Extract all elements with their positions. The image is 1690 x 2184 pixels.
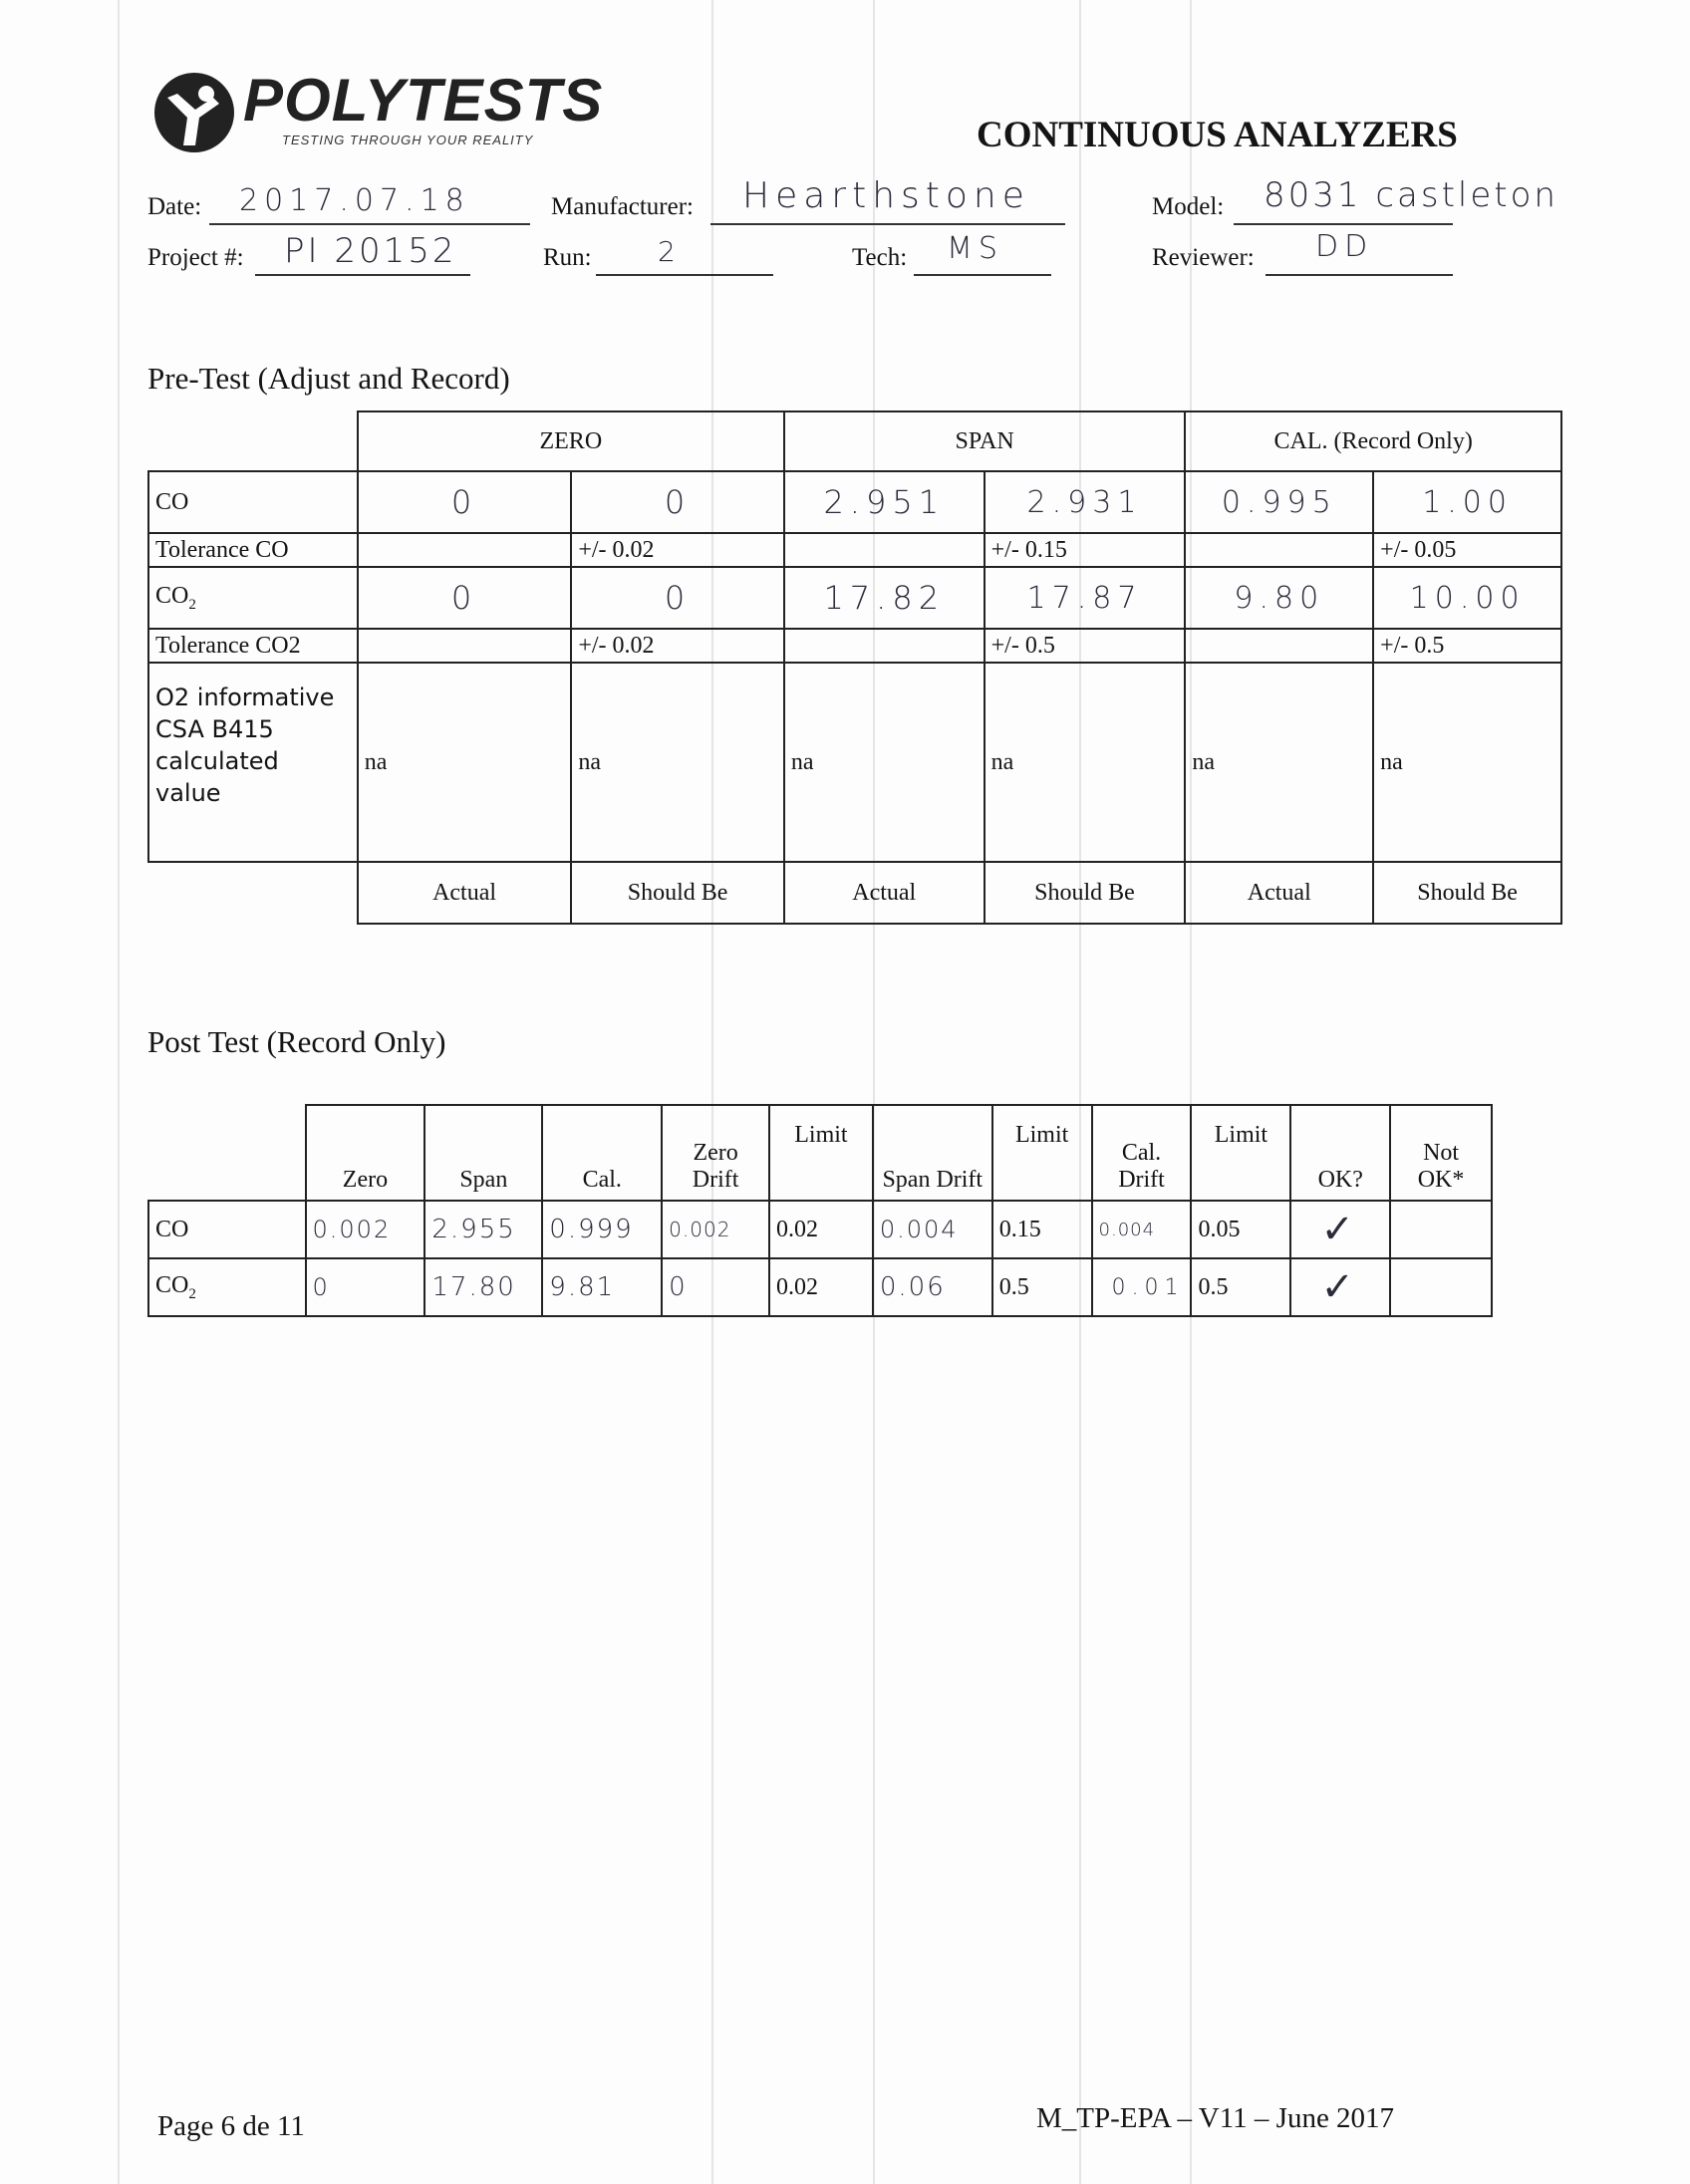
pretest-footer-cell: Actual [1185,862,1373,924]
pretest-cell: 0.995 [1185,471,1373,533]
model-value: 8031 castleton [1264,175,1558,215]
pretest-cell [1185,533,1373,567]
pretest-cell: 9.80 [1185,567,1373,629]
pretest-cell: 17.82 [784,567,985,629]
scan-line [873,0,875,2184]
posttest-cell: 0.06 [873,1258,992,1316]
posttest-header: Zero Drift [662,1105,769,1201]
pretest-row-label: CO [148,471,358,533]
reviewer-value: DD [1315,229,1374,264]
pretest-table [147,410,1562,925]
pretest-cell: +/- 0.02 [571,533,784,567]
pretest-footer-cell: Should Be [571,862,784,924]
scan-line [1190,0,1192,2184]
pretest-group-cal: CAL. (Record Only) [1185,411,1561,471]
pretest-cell: 17.87 [985,567,1186,629]
pretest-cell: +/- 0.15 [985,533,1186,567]
posttest-cell: 9.81 [542,1258,662,1316]
model-underline [1234,223,1453,225]
ok-checkmark: ✓ [1290,1201,1390,1258]
document-id: M_TP-EPA – V11 – June 2017 [1036,2102,1395,2134]
model-label: Model: [1152,193,1225,220]
pretest-cell: na [784,663,985,862]
pretest-cell: 0 [571,567,784,629]
posttest-cell: 0 [306,1258,425,1316]
pretest-cell: 0 [358,471,572,533]
posttest-cell: 0.02 [769,1201,873,1258]
pretest-cell [784,533,985,567]
posttest-row-label: CO [148,1201,306,1258]
pretest-row-label: Tolerance CO [148,533,358,567]
pretest-footer-cell: Should Be [985,862,1186,924]
tech-label: Tech: [852,244,908,271]
pretest-cell: +/- 0.05 [1373,533,1561,567]
posttest-cell: 0.004 [873,1201,992,1258]
run-label: Run: [543,244,592,271]
logo-tagline: TESTING THROUGH YOUR REALITY [282,133,534,147]
pretest-row-label: $CO_2$ [148,567,358,629]
ok-checkmark: ✓ [1290,1258,1390,1316]
tech-underline [914,274,1051,276]
posttest-cell: 0.02 [769,1258,873,1316]
posttest-cell: 0.002 [306,1201,425,1258]
posttest-header: Not OK* [1390,1105,1492,1201]
date-underline [209,223,530,225]
date-value: 2017.07.18 [239,183,470,218]
pretest-cell: na [1185,663,1373,862]
project-value: PI 20152 [284,231,457,271]
posttest-header: Zero [306,1105,425,1201]
tech-value: MS [947,231,1003,266]
pretest-footer-cell: Actual [784,862,985,924]
posttest-table [147,1104,1493,1317]
pretest-cell [358,629,572,663]
run-underline [596,274,773,276]
pretest-group-zero: ZERO [358,411,784,471]
posttest-header: Span Drift [873,1105,992,1201]
page-number: Page 6 de 11 [157,2110,305,2142]
pretest-footer-cell: Should Be [1373,862,1561,924]
posttest-cell: 0 [662,1258,769,1316]
project-underline [255,274,470,276]
posttest-cell: 2.955 [424,1201,542,1258]
form-title: CONTINUOUS ANALYZERS [977,115,1458,155]
posttest-header: Limit [992,1105,1092,1201]
posttest-row-label: $CO_2$ [148,1258,306,1316]
pretest-row-label: Tolerance CO2 [148,629,358,663]
pretest-cell: 10.00 [1373,567,1561,629]
reviewer-label: Reviewer: [1152,244,1255,271]
pretest-cell: +/- 0.02 [571,629,784,663]
pretest-group-span: SPAN [784,411,1186,471]
pretest-cell: 0 [571,471,784,533]
scan-line [118,0,120,2184]
pretest-cell: na [571,663,784,862]
pretest-cell: na [1373,663,1561,862]
posttest-header: Limit [769,1105,873,1201]
pretest-title: Pre-Test (Adjust and Record) [147,361,510,396]
reviewer-underline [1266,274,1453,276]
posttest-title: Post Test (Record Only) [147,1024,446,1059]
posttest-header: Cal. Drift [1092,1105,1192,1201]
polytests-logo-icon [149,68,239,157]
scan-line [711,0,713,2184]
pretest-footer-cell: Actual [358,862,572,924]
logo-wordmark: POLYTESTS [243,67,604,134]
posttest-header: Span [424,1105,542,1201]
project-label: Project #: [147,244,244,271]
pretest-cell: +/- 0.5 [985,629,1186,663]
pretest-cell: na [985,663,1186,862]
posttest-cell: 0.004 [1092,1201,1192,1258]
posttest-cell: 17.80 [424,1258,542,1316]
manufacturer-underline [710,223,1065,225]
pretest-cell: +/- 0.5 [1373,629,1561,663]
posttest-cell: 0.5 [992,1258,1092,1316]
pretest-row-label-o2: O2 informative CSA B415 calculated value [148,663,358,862]
posttest-header: OK? [1290,1105,1390,1201]
pretest-cell: 1.00 [1373,471,1561,533]
scan-line [1079,0,1081,2184]
run-value: 2 [658,235,682,268]
posttest-cell [1390,1258,1492,1316]
posttest-cell: 0.15 [992,1201,1092,1258]
posttest-cell: 0.05 [1191,1201,1290,1258]
pretest-cell: na [358,663,572,862]
posttest-header: Cal. [542,1105,662,1201]
posttest-cell [1390,1201,1492,1258]
pretest-cell [358,533,572,567]
pretest-cell [1185,629,1373,663]
pretest-cell: 2.931 [985,471,1186,533]
posttest-cell: 0.5 [1191,1258,1290,1316]
posttest-cell: 0.002 [662,1201,769,1258]
pretest-cell: 2.951 [784,471,985,533]
posttest-cell: 0.999 [542,1201,662,1258]
manufacturer-label: Manufacturer: [551,193,694,220]
posttest-cell: 0.01 [1092,1258,1192,1316]
pretest-cell: 0 [358,567,572,629]
posttest-header: Limit [1191,1105,1290,1201]
date-label: Date: [147,193,202,220]
manufacturer-value: Hearthstone [742,175,1030,216]
pretest-cell [784,629,985,663]
